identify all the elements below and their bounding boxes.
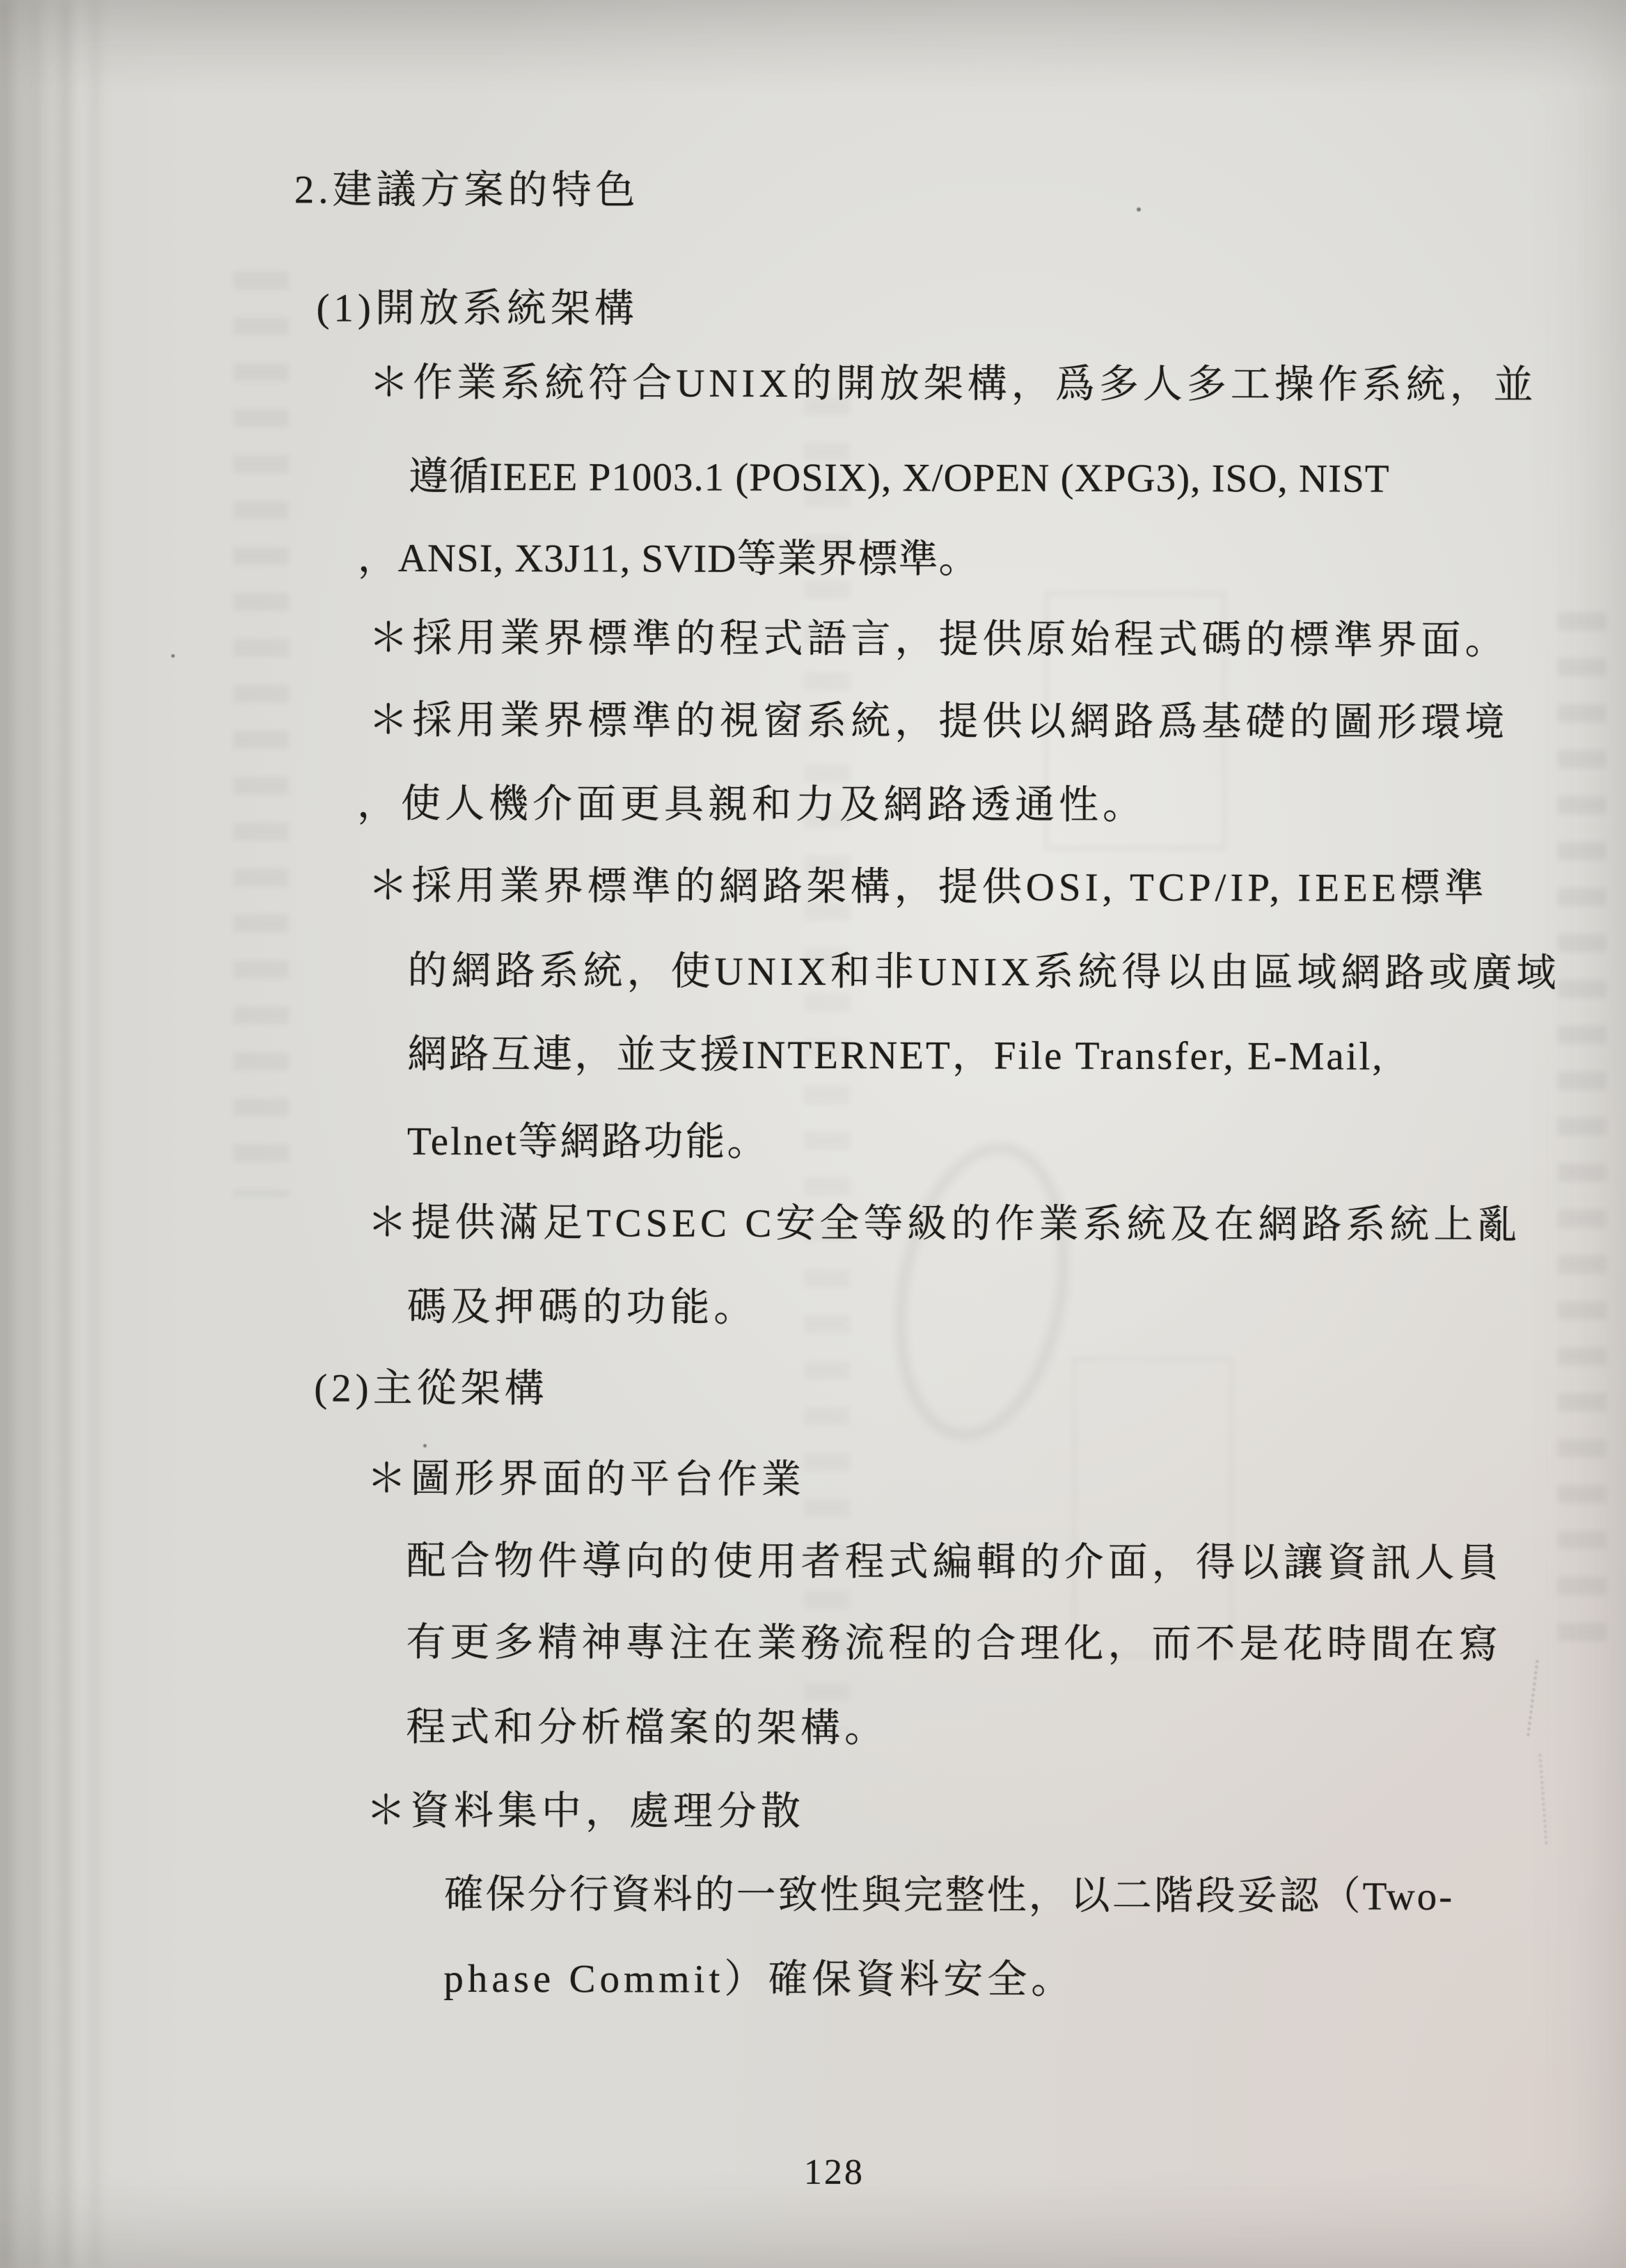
text-line: ＊採用業界標準的視窗系統，提供以網路爲基礎的圖形環境: [368, 698, 1509, 745]
text-line: ＊作業系統符合UNIX的開放架構，爲多人多工操作系統，並: [369, 360, 1538, 408]
text-line: 有更多精神專注在業務流程的合理化，而不是花時間在寫: [406, 1620, 1503, 1667]
text-line: 碼及押碼的功能。: [406, 1285, 758, 1330]
text-line: ＊採用業界標準的程式語言，提供原始程式碼的標準界面。: [368, 616, 1509, 663]
text-line: Telnet等網路功能。: [406, 1119, 769, 1164]
text-line: 確保分行資料的一致性與完整性，以二階段妥認（Two-: [443, 1872, 1455, 1919]
text-line: (2)主從架構: [314, 1366, 548, 1411]
text-line: phase Commit）確保資料安全。: [443, 1956, 1075, 2002]
text-line: ＊採用業界標準的網路架構，提供OSI, TCP/IP, IEEE標準: [368, 864, 1488, 911]
text-line: 網路互連，並支援INTERNET，File Transfer, E-Mail,: [407, 1032, 1384, 1079]
text-line: 配合物件導向的使用者程式編輯的介面，得以讓資訊人員: [406, 1539, 1503, 1586]
text-line: 的網路系統，使UNIX和非UNIX系統得以由區域網路或廣域: [407, 949, 1561, 996]
text-line: (1)開放系統架構: [316, 286, 639, 331]
text-line: 2.建議方案的特色: [294, 168, 640, 213]
text-line: ＊資料集中，處理分散: [365, 1789, 805, 1834]
text-line: ＊圖形界面的平台作業: [366, 1457, 806, 1502]
page-number: 128: [803, 2152, 865, 2193]
text-line: ＊提供滿足TCSEC C安全等級的作業系統及在網路系統上亂: [367, 1200, 1522, 1248]
text-line: ，ANSI, X3J11, SVID等業界標準。: [357, 536, 979, 582]
text-line: 遵循IEEE P1003.1 (POSIX), X/OPEN (XPG3), ISO, NIST: [408, 454, 1390, 501]
text-line: 程式和分析檔案的架構。: [406, 1705, 889, 1751]
text-line: ，使人機介面更具親和力及網路透通性。: [356, 782, 1147, 828]
